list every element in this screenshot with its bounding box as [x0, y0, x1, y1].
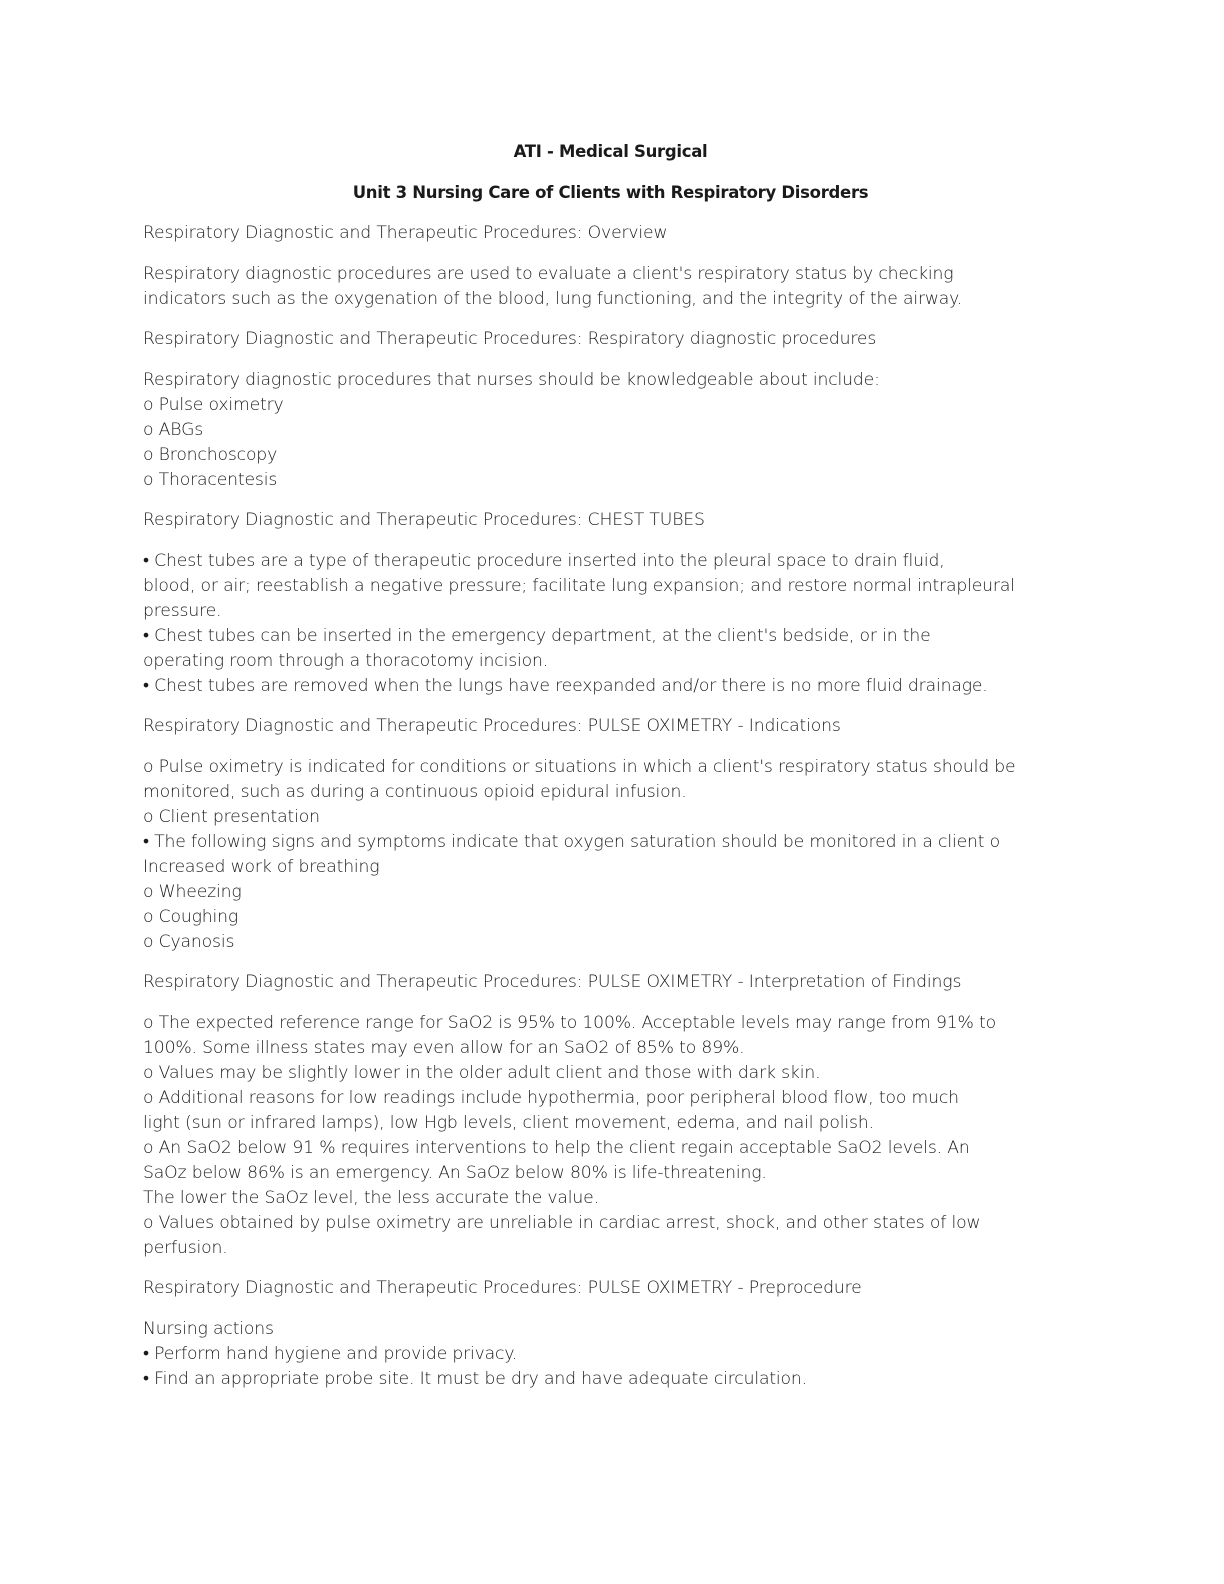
text-line: Increased work of breathing [143, 856, 380, 877]
text-line: The lower the SaOz level, the less accurate the value. [143, 1187, 599, 1208]
text-line: indicators such as the oxygenation of the blood, lung functioning, and the integrity of the airway. [143, 288, 963, 309]
paragraph [143, 1317, 1078, 1392]
text-line: o Thoracentesis [143, 469, 278, 490]
text-line: • The following signs and symptoms indicate that oxygen saturation should be monitored in a client o [143, 831, 1001, 852]
text-line: Respiratory Diagnostic and Therapeutic Procedures: PULSE OXIMETRY - Interpretation of Findings [143, 972, 962, 992]
paragraph [143, 549, 1078, 699]
text-line: Respiratory Diagnostic and Therapeutic Procedures: CHEST TUBES [143, 510, 705, 530]
text-line: o Wheezing [143, 881, 242, 902]
text-line: • Perform hand hygiene and provide privacy. [143, 1343, 518, 1364]
text-line: o An SaO2 below 91 % requires interventions to help the client regain acceptable SaO2 levels. An [143, 1137, 970, 1158]
text-line: pressure. [143, 600, 222, 621]
paragraph [143, 368, 1078, 493]
text-line: o The expected reference range for SaO2 is 95% to 100%. Acceptable levels may range from 91% to [143, 1012, 996, 1033]
paragraph [143, 755, 1078, 955]
text-line: Respiratory Diagnostic and Therapeutic Procedures: PULSE OXIMETRY - Preprocedure [143, 1278, 862, 1298]
text-line: 100%. Some illness states may even allow for an SaO2 of 85% to 89%. [143, 1037, 745, 1058]
text-line: perfusion. [143, 1237, 228, 1258]
text-line: o Cyanosis [143, 931, 235, 952]
text-line: o ABGs [143, 419, 204, 440]
text-line: monitored, such as during a continuous opioid epidural infusion. [143, 781, 687, 802]
text-line: • Chest tubes are removed when the lungs have reexpanded and/or there is no more fluid drainage. [143, 675, 988, 696]
text-line: o Pulse oximetry is indicated for conditions or situations in which a client's respiratory status should be [143, 756, 1016, 777]
text-line: Respiratory diagnostic procedures are used to evaluate a client's respiratory status by checking [143, 263, 954, 284]
paragraph [143, 1276, 1078, 1301]
text-line: blood, or air; reestablish a negative pressure; facilitate lung expansion; and restore normal intrapleural [143, 575, 1015, 596]
document-subtitle: Unit 3 Nursing Care of Clients with Respiratory Disorders [352, 183, 869, 202]
text-line: o Values may be slightly lower in the older adult client and those with dark skin. [143, 1062, 821, 1083]
text-line: o Bronchoscopy [143, 444, 278, 465]
text-line: o Client presentation [143, 806, 320, 827]
paragraph [143, 262, 1078, 312]
text-line: Respiratory diagnostic procedures that nurses should be knowledgeable about include: [143, 369, 880, 390]
text-line: operating room through a thoracotomy incision. [143, 650, 549, 671]
paragraph [143, 970, 1078, 995]
text-line: Respiratory Diagnostic and Therapeutic Procedures: Respiratory diagnostic procedures [143, 329, 877, 349]
paragraph [143, 1011, 1078, 1261]
text-line: Nursing actions [143, 1318, 274, 1339]
document-body [143, 221, 1078, 1392]
text-line: SaOz below 86% is an emergency. An SaOz below 80% is life-threatening. [143, 1162, 767, 1183]
text-line: Respiratory Diagnostic and Therapeutic Procedures: PULSE OXIMETRY - Indications [143, 716, 841, 736]
document-title: ATI - Medical Surgical [513, 142, 708, 161]
text-line: o Additional reasons for low readings include hypothermia, poor peripheral blood flow, too much [143, 1087, 959, 1108]
text-line: light (sun or infrared lamps), low Hgb levels, client movement, edema, and nail polish. [143, 1112, 874, 1133]
paragraph [143, 221, 1078, 246]
text-line: o Coughing [143, 906, 239, 927]
text-line: o Values obtained by pulse oximetry are unreliable in cardiac arrest, shock, and other states of low [143, 1212, 981, 1233]
text-line: • Find an appropriate probe site. It must be dry and have adequate circulation. [143, 1368, 807, 1389]
text-line: • Chest tubes are a type of therapeutic procedure inserted into the pleural space to drain fluid, [143, 550, 945, 571]
paragraph [143, 327, 1078, 352]
text-line: Respiratory Diagnostic and Therapeutic Procedures: Overview [143, 223, 668, 243]
paragraph [143, 714, 1078, 739]
text-line: o Pulse oximetry [143, 394, 284, 415]
document-page [143, 140, 1078, 1407]
text-line: • Chest tubes can be inserted in the emergency department, at the client's bedside, or in the [143, 625, 931, 646]
paragraph [143, 508, 1078, 533]
